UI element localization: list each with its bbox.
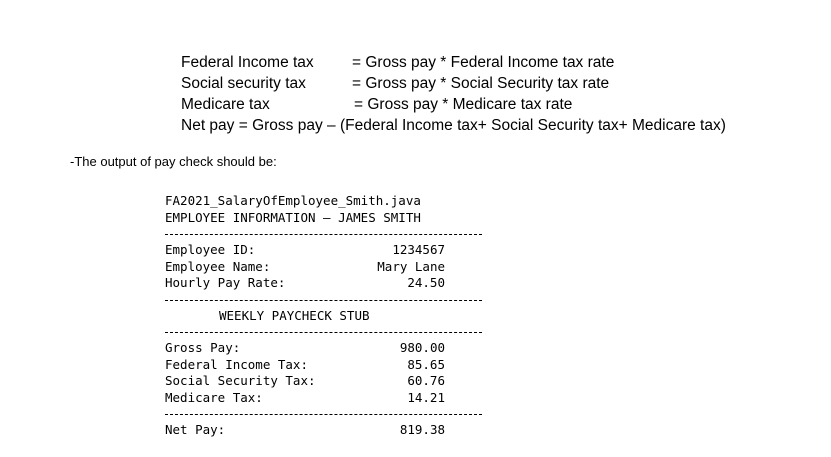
- info-row: [165, 259, 485, 276]
- divider: [165, 414, 482, 415]
- pay-row: [165, 340, 485, 357]
- divider: [165, 332, 482, 333]
- formula-label: Federal Income tax: [181, 54, 314, 71]
- info-row: [165, 242, 485, 259]
- paycheck-output: [165, 193, 485, 439]
- info-label: Employee ID:: [165, 242, 256, 257]
- net-pay-value: 819.38: [399, 422, 445, 437]
- formula-label: Social security tax: [181, 75, 306, 92]
- formula-label: Medicare tax: [181, 96, 270, 113]
- info-label: Hourly Pay Rate:: [165, 275, 286, 290]
- formula-label: Net pay = Gross pay – (Federal Income tax+ Social Security tax+ Medicare tax): [181, 117, 726, 134]
- stub-title: WEEKLY PAYCHECK STUB: [219, 307, 370, 323]
- output-note: -The output of pay check should be:: [70, 154, 277, 169]
- output-filename: FA2021_SalaryOfEmployee_Smith.java: [165, 193, 421, 208]
- divider: [165, 300, 482, 301]
- pay-label: Gross Pay:: [165, 340, 241, 355]
- net-pay-label: Net Pay:: [165, 422, 226, 437]
- output-header: EMPLOYEE INFORMATION – JAMES SMITH: [165, 209, 421, 225]
- info-value: 1234567: [392, 242, 445, 257]
- pay-label: Social Security Tax:: [165, 373, 316, 388]
- net-pay-row: [165, 422, 485, 439]
- pay-value: 60.76: [407, 373, 445, 388]
- pay-value: 980.00: [399, 340, 445, 355]
- pay-row: [165, 373, 485, 390]
- pay-label: Medicare Tax:: [165, 389, 263, 405]
- pay-label: Federal Income Tax:: [165, 356, 308, 372]
- pay-value: 14.21: [407, 389, 445, 405]
- info-value: Mary Lane: [377, 258, 445, 274]
- formula-expression: = Gross pay * Medicare tax rate: [354, 96, 573, 113]
- info-value: 24.50: [407, 275, 445, 290]
- pay-row: [165, 390, 485, 407]
- divider: [165, 234, 482, 235]
- pay-row: [165, 357, 485, 374]
- info-row: [165, 275, 485, 292]
- pay-value: 85.65: [407, 356, 445, 372]
- formula-expression: = Gross pay * Federal Income tax rate: [352, 54, 615, 71]
- formula-expression: = Gross pay * Social Security tax rate: [352, 75, 610, 92]
- info-label: Employee Name:: [165, 258, 271, 274]
